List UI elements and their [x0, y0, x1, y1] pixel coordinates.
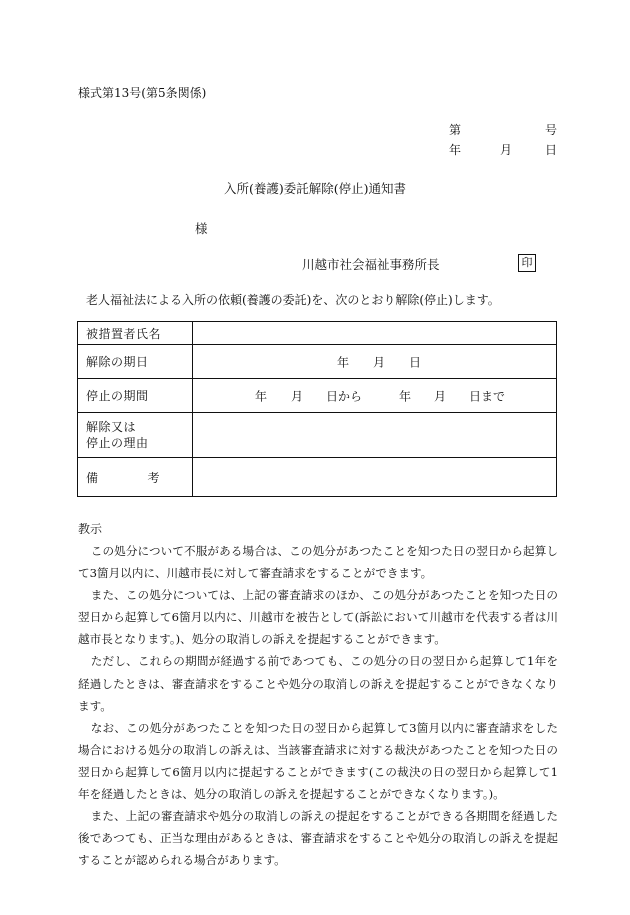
label-subject-name: 被措置者氏名	[78, 322, 193, 345]
period-from-day: 日から	[326, 389, 363, 403]
notice-paragraph: また、この処分については、上記の審査請求のほか、この処分があつたことを知つた日の翌日から起算して6箇月以内に、川越市を被告として(訴訟において川越市を代表する者は川越市長となります。)、処分の取消しの訴えを提起することができます。	[78, 588, 558, 647]
notice-body	[78, 540, 558, 871]
table-row-subject-name	[78, 322, 557, 345]
notice-paragraph: この処分について不服がある場合は、この処分があつたことを知つた日の翌日から起算して3箇月以内に、川越市長に対して審査請求をすることができます。	[78, 544, 558, 581]
notice-form-table	[77, 321, 557, 497]
value-subject-name	[193, 322, 557, 345]
table-row-reason	[78, 413, 557, 458]
value-cancel-date	[193, 345, 557, 379]
period-to-month: 月	[434, 389, 447, 403]
document-title: 入所(養護)委託解除(停止)通知書	[223, 181, 406, 196]
addressee-suffix: 様	[195, 221, 208, 236]
table-row-remarks	[78, 458, 557, 497]
label-reason	[78, 413, 193, 458]
label-reason-line2: 停止の理由	[86, 436, 149, 450]
table-row-cancel-date	[78, 345, 557, 379]
value-reason	[193, 413, 557, 458]
form-number: 様式第13号(第5条関係)	[78, 86, 207, 100]
table-row-suspend-period	[78, 379, 557, 413]
number-prefix: 第	[449, 123, 462, 137]
period-from-year: 年	[255, 389, 268, 403]
lead-sentence: 老人福祉法による入所の依頼(養護の委託)を、次のとおり解除(停止)します。	[86, 293, 500, 307]
notice-heading: 教示	[78, 522, 103, 536]
label-reason-line1: 解除又は	[86, 420, 137, 434]
date-day: 日	[544, 143, 557, 157]
cancel-date-day: 日	[409, 355, 422, 369]
issuer-name: 川越市社会福祉事務所長	[302, 257, 440, 272]
label-remarks-a: 備	[86, 470, 99, 485]
notice-paragraph: ただし、これらの期間が経過する前であつても、この処分の日の翌日から起算して1年を経過したときは、審査請求をすることや処分の取消しの訴えを提起することができなくなります。	[78, 654, 558, 713]
value-suspend-period	[193, 379, 557, 413]
label-remarks-b: 考	[147, 470, 160, 485]
notice-paragraph: なお、この処分があつたことを知つた日の翌日から起算して3箇月以内に審査請求をした場合における処分の取消しの訴えは、当該審査請求に対する裁決があつたことを知つた日の翌日から起算して6箇月以内に提起することができます(この裁決の日の翌日から起算して1年を経過したときは、処分の取消しの訴えを提起することができなくなります。)。	[78, 720, 558, 802]
period-to-day: 日まで	[469, 389, 506, 403]
date-year: 年	[449, 143, 462, 157]
seal-mark: 印	[518, 254, 536, 272]
cancel-date-year: 年	[337, 355, 350, 369]
date-month: 月	[500, 143, 513, 157]
label-suspend-period: 停止の期間	[78, 379, 193, 413]
period-to-year: 年	[399, 389, 412, 403]
period-from-month: 月	[291, 389, 304, 403]
number-suffix: 号	[544, 123, 557, 137]
value-remarks	[193, 458, 557, 497]
label-cancel-date: 解除の期日	[78, 345, 193, 379]
notice-paragraph: また、上記の審査請求や処分の取消しの訴えの提起をすることができる各期間を経過した後であつても、正当な理由があるときは、審査請求をすることや処分の取消しの訴えを提起することが認められる場合があります。	[78, 809, 558, 868]
label-remarks	[78, 458, 193, 497]
cancel-date-month: 月	[373, 355, 386, 369]
